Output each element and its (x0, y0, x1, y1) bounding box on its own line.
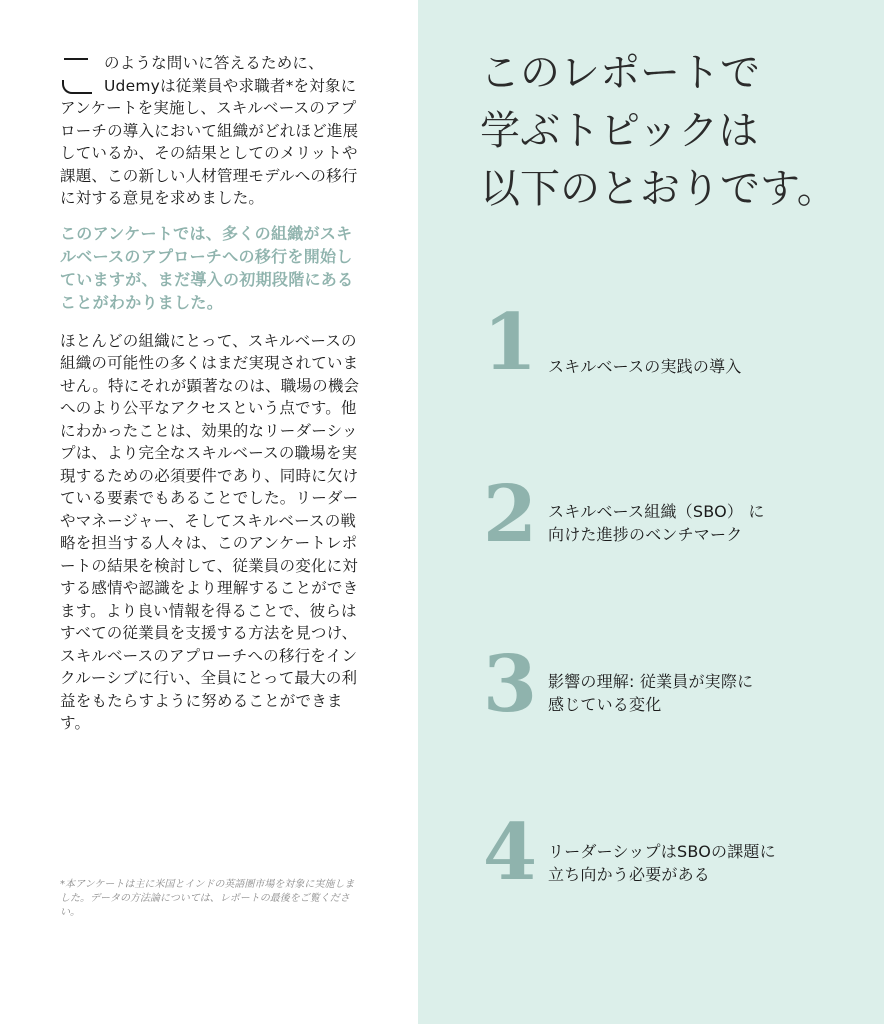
topic-label (548, 355, 848, 378)
topic-label-line: 立ち向かう必要がある (548, 865, 711, 884)
topic-label (548, 670, 848, 716)
heading-line: 以下のとおりです。 (480, 166, 837, 212)
topic-label (548, 840, 848, 886)
topic-label-line: スキルベースの実践の導入 (548, 357, 742, 376)
topic-number: 1 (482, 297, 538, 388)
topic-label-line: スキルベース組織（SBO） に (548, 502, 765, 521)
topic-number: 2 (482, 469, 538, 560)
heading-line: このレポートで (480, 50, 760, 96)
intro-text: Udemyは従業員や求職者*を対象にアンケートを実施し、スキルベースのアプローチの導入において組織がどれほど進展しているか、その結果としてのメリットや課題、この新しい人材管理モデルへの移行に対する意見を求めました。 (60, 76, 359, 207)
topic-item (480, 639, 860, 732)
intro-paragraph (60, 52, 360, 210)
intro-first-line: のような問いに答えるために、 (104, 54, 324, 72)
topic-label (548, 500, 848, 546)
heading-line: 学ぶトピックは (480, 108, 759, 154)
topic-label-line: リーダーシップはSBOの課題に (548, 842, 776, 861)
topic-item (480, 297, 860, 390)
drop-cap-glyph (60, 54, 96, 94)
topic-number: 4 (482, 807, 538, 898)
footnote: *本アンケートは主に米国とインドの英語圏市場を対象に実施しました。データの方法論については、レポートの最後をご覧ください。 (60, 879, 355, 918)
topic-item (480, 469, 860, 562)
left-column (60, 52, 360, 735)
highlight-paragraph: このアンケートでは、多くの組織がスキルベースのアプローチへの移行を開始していますが、まだ導入の初期段階にあることがわかりました。 (60, 223, 354, 312)
body-paragraph: ほとんどの組織にとって、スキルベースの組織の可能性の多くはまだ実現されていません。特にそれが顕著なのは、職場の機会へのより公平なアクセスという点です。他にわかったことは、効果的なリーダーシップは、より完全なスキルベースの職場を実現するための必須要件であり、同時に欠けている要素でもあることでした。リーダーやマネージャー、そしてスキルベースの戦略を担当する人々は、このアンケートレポートの結果を検討して、従業員の変化に対する感情や認識をより理解することができます。より良い情報を得ることで、彼らはすべての従業員を支援する方法を見つけ、スキルベースのアプローチへの移行をインクルーシブに行い、全員にとって最大の利益をもたらすように努めることができます。 (60, 331, 360, 732)
topic-label-line: 影響の理解: 従業員が実際に (548, 672, 754, 691)
topics-heading (480, 44, 860, 218)
topic-label-line: 向けた進捗のベンチマーク (548, 525, 743, 544)
topic-number: 3 (482, 639, 538, 730)
topic-label-line: 感じている変化 (548, 695, 662, 714)
topics-panel (418, 0, 884, 1024)
topic-item (480, 807, 860, 900)
